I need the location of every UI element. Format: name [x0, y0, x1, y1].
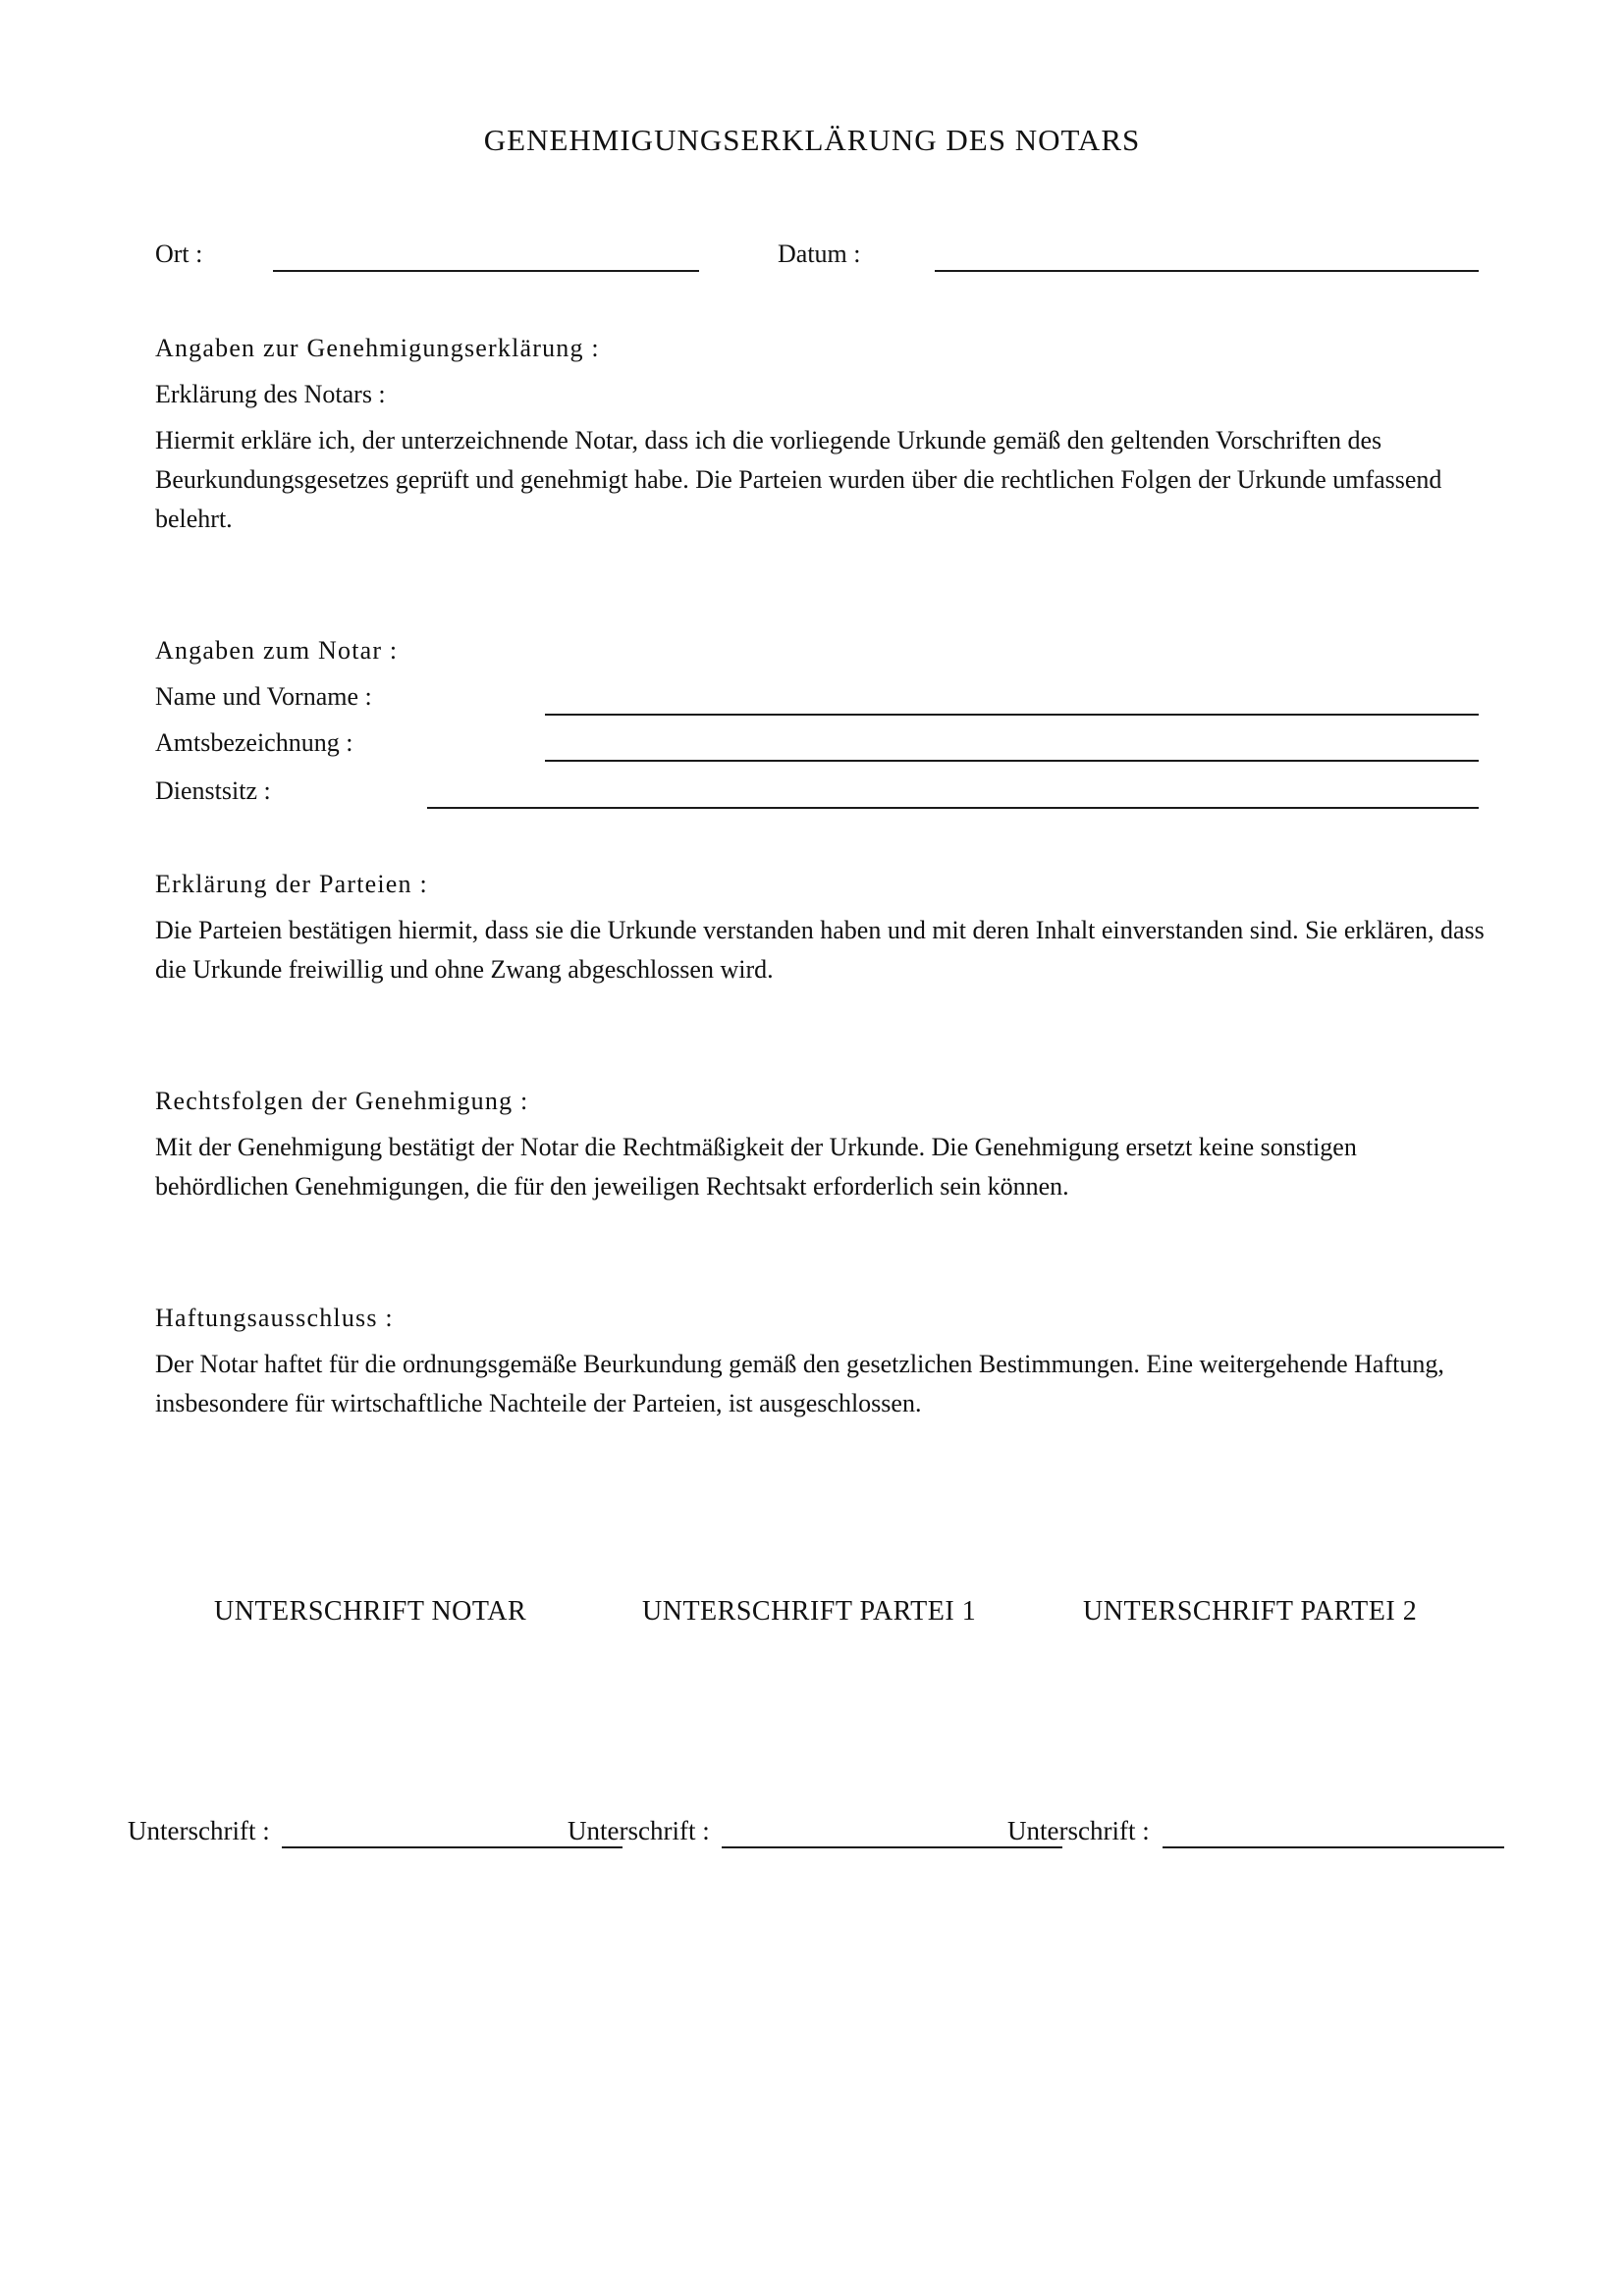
dienstsitz-field-line[interactable]	[427, 807, 1479, 809]
signature-line-partei-2[interactable]	[1163, 1846, 1504, 1848]
ort-field-line[interactable]	[273, 270, 699, 272]
section-heading-parteien: Erklärung der Parteien :	[155, 870, 428, 898]
datum-field-line[interactable]	[935, 270, 1479, 272]
signature-header-partei-2: UNTERSCHRIFT PARTEI 2	[1083, 1596, 1418, 1627]
name-field-line[interactable]	[545, 714, 1479, 716]
section-heading-genehmigung: Angaben zur Genehmigungserklärung :	[155, 334, 600, 362]
subheading-erklaerung-notar: Erklärung des Notars :	[155, 380, 386, 408]
signature-header-partei-1: UNTERSCHRIFT PARTEI 1	[642, 1596, 977, 1627]
paragraph-haftung: Der Notar haftet für die ordnungsgemäße Beurkundung gemäß den gesetzlichen Bestimmungen. Eine weitergehende Haftung, insbesondere für wirtschaftliche Nachteile der Parteien, ist ausgeschlossen.	[155, 1350, 1444, 1417]
name-label: Name und Vorname :	[155, 682, 372, 711]
section-heading-haftung: Haftungsausschluss :	[155, 1304, 394, 1332]
document-title: GENEHMIGUNGSERKLÄRUNG DES NOTARS	[483, 123, 1141, 157]
amtsbezeichnung-field-line[interactable]	[545, 760, 1479, 762]
signature-line-notar[interactable]	[282, 1846, 623, 1848]
signature-label-notar: Unterschrift :	[128, 1816, 270, 1845]
section-heading-rechtsfolgen: Rechtsfolgen der Genehmigung :	[155, 1087, 529, 1115]
datum-label: Datum :	[778, 240, 861, 268]
signature-label-partei-2: Unterschrift :	[1007, 1816, 1150, 1845]
amtsbezeichnung-label: Amtsbezeichnung :	[155, 728, 353, 757]
section-heading-notar: Angaben zum Notar :	[155, 636, 399, 665]
signature-label-partei-1: Unterschrift :	[568, 1816, 710, 1845]
paragraph-erklaerung-notar: Hiermit erkläre ich, der unterzeichnende Notar, dass ich die vorliegende Urkunde gemäß den geltenden Vorschriften des Beurkundungsgesetzes geprüft und genehmigt habe. Die Parteien wurden über die rechtlichen Folgen der Urkunde umfassend belehrt.	[155, 426, 1442, 533]
ort-label: Ort :	[155, 240, 203, 268]
paragraph-rechtsfolgen: Mit der Genehmigung bestätigt der Notar die Rechtmäßigkeit der Urkunde. Die Genehmigung ersetzt keine sonstigen behördlichen Genehmigungen, die für den jeweiligen Rechtsakt erforderlich sein können.	[155, 1133, 1357, 1201]
dienstsitz-label: Dienstsitz :	[155, 776, 271, 805]
paragraph-parteien: Die Parteien bestätigen hiermit, dass sie die Urkunde verstanden haben und mit deren Inhalt einverstanden sind. Sie erklären, dass die Urkunde freiwillig und ohne Zwang abgeschlossen wird.	[155, 916, 1485, 984]
signature-header-notar: UNTERSCHRIFT NOTAR	[214, 1596, 527, 1627]
signature-line-partei-1[interactable]	[722, 1846, 1062, 1848]
